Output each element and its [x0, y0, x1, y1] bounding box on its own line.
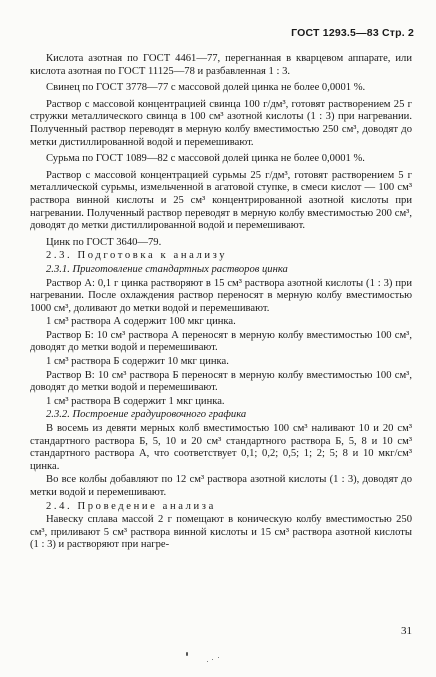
section-2-3-1-heading: 2.3.1. Приготовление стандартных растворов цинка — [46, 263, 288, 275]
scan-speck — [218, 657, 219, 658]
section-2-4-heading: 2.4. Проведение анализа — [46, 500, 216, 512]
paragraph-nitric-acid: Кислота азотная по ГОСТ 4461—77, перегнанная в кварцевом аппарате, или кислота азотная по ГОСТ 11125—78 и разбавленная 1 : 3. — [30, 53, 412, 77]
page-header: ГОСТ 1293.5—83 Стр. 2 — [291, 27, 414, 39]
paragraph-solution-a-content: 1 см³ раствора А содержит 100 мкг цинка. — [46, 316, 236, 328]
page-number: 31 — [401, 625, 412, 637]
paragraph-solution-a: Раствор А: 0,1 г цинка растворяют в 15 см³ раствора азотной кислоты (1 : 3) при нагревании. После охлаждения раствор переносят в мерную колбу вместимостью 1000 см³, доливают до метки водой и перемешивают. — [30, 277, 412, 314]
paragraph-antimony-solution: Раствор с массовой концентрацией сурьмы 25 г/дм³, готовят растворением 5 г металлической сурьмы, измельченной в агатовой ступке, в смеси кислот — 100 см³ раствора винной кислоты и 25 см³ концентрированной азотной кислоты при нагревании. Полученный раствор переводят в мерную колбу вместимостью 200 см³, доводят до метки дистиллированной водой и перемешивают. — [30, 169, 412, 232]
paragraph-solution-b-content: 1 см³ раствора Б содержит 10 мкг цинка. — [46, 356, 229, 368]
paragraph-add-acid: Во все колбы добавляют по 12 см³ раствора азотной кислоты (1 : 3), доводят до метки водой и перемешивают. — [30, 474, 412, 498]
scan-speck — [207, 661, 208, 662]
document-body — [30, 53, 412, 553]
paragraph-solution-c-content: 1 см³ раствора В содержит 1 мкг цинка. — [46, 395, 225, 407]
section-2-3-heading: 2.3. Подготовка к анализу — [46, 250, 228, 262]
paragraph-zinc: Цинк по ГОСТ 3640—79. — [46, 236, 162, 248]
paragraph-solution-b: Раствор Б: 10 см³ раствора А переносят в мерную колбу вместимостью 100 см³, доводят до метки водой и перемешивают. — [30, 329, 412, 354]
paragraph-lead: Свинец по ГОСТ 3778—77 с массовой долей цинка не более 0,0001 %. — [46, 82, 366, 94]
paragraph-solution-c: Раствор В: 10 см³ раствора Б переносят в мерную колбу вместимостью 100 см³, доводят до метки водой и перемешивают. — [30, 369, 412, 394]
scan-speck — [186, 652, 188, 656]
paragraph-lead-solution: Раствор с массовой концентрацией свинца 100 г/дм³, готовят растворением 25 г стружки металлического свинца в 100 см³ азотной кислоты (1 : 3) при нагревании. Полученный раствор переводят в мерную колбу вместимостью 250 см³, доводят до метки дистиллированной водой и перемешивают. — [30, 98, 412, 148]
section-2-3-2-heading: 2.3.2. Построение градуировочного графика — [46, 409, 247, 421]
paragraph-sample: Навеску сплава массой 2 г помещают в коническую колбу вместимостью 250 см³, приливают 5 см³ раствора винной кислоты и 15 см³ раствора азотной кислоты (1 : 3) и растворяют при нагре- — [30, 514, 412, 551]
paragraph-antimony: Сурьма по ГОСТ 1089—82 с массовой долей цинка не более 0,0001 %. — [46, 153, 365, 165]
scan-speck — [212, 659, 213, 660]
paragraph-calibration: В восемь из девяти мерных колб вместимостью 100 см³ наливают 10 и 20 см³ стандартного раствора Б, 5, 10 и 20 см³ стандартного раствора Б, 5, 8 и 10 см³ стандартного раствора А, что соответствует 0,1; 0,2; 0,5; 1; 2; 5; 8 и 10 мкг/см³ цинка. — [30, 423, 412, 472]
